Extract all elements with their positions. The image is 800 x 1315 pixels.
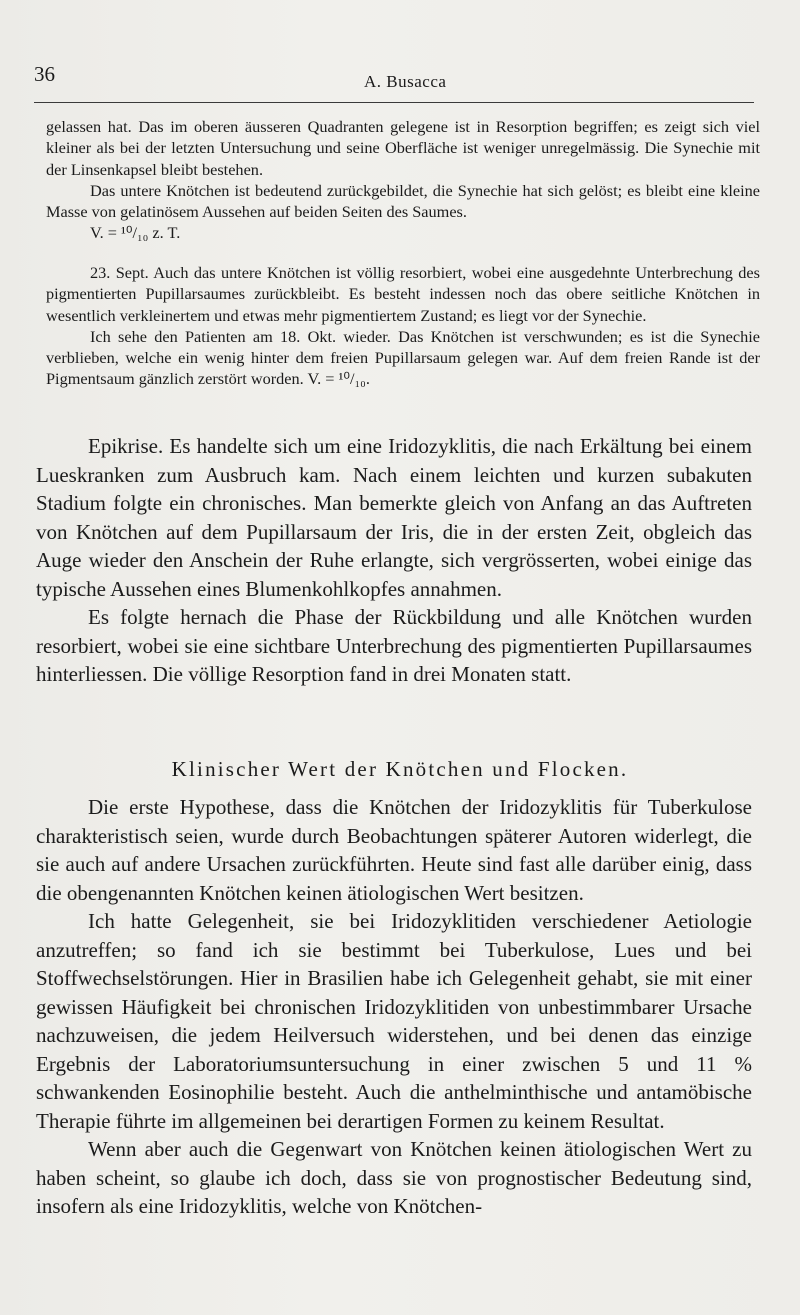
case-notes-block-2 [46, 262, 760, 390]
case-note-paragraph: Ich sehe den Patienten am 18. Okt. wieder. Das Knötchen ist verschwunden; es ist die Synechie verblieben, welche ein wenig hinter dem freien Pupillarsaum gelegen war. Auf dem freien Rande ist der Pigmentsaum gänzlich zerstört worden. V. = ¹⁰/₁₀. [46, 326, 760, 389]
case-notes-block [46, 116, 760, 244]
page-header [34, 62, 754, 103]
section-heading: Klinischer Wert der Knötchen und Flocken. [171, 757, 629, 781]
epikrise-block [36, 432, 752, 689]
running-head: A. Busacca [364, 72, 447, 91]
visus-line: V. = ¹⁰/₁₀ z. T. [90, 223, 181, 243]
case-note-paragraph: 23. Sept. Auch das untere Knötchen ist völlig resorbiert, wobei eine ausgedehnte Unterbrechung des pigmentierten Pupillarsaumes zurückbleibt. Es besteht indessen noch das obere seitliche Knötchen in wesentlich verkleinertem und etwas mehr pigmentiertem Zustand; es liegt vor der Synechie. [46, 263, 760, 325]
epikrise-paragraph: Epikrise. Es handelte sich um eine Iridozyklitis, die nach Erkältung bei einem Lueskranken zum Ausbruch kam. Nach einem leichten und kurzen subakuten Stadium folgte ein chronisches. Man bemerkte gleich von Anfang an das Auftreten von Knötchen auf dem Pupillarsaum der Iris, die in der ersten Zeit, obgleich das Auge wieder den Anschein der Ruhe erlangte, sich vergrösserten, wobei einige das typische Aussehen eines Blumenkohlkopfes annahmen. [36, 434, 752, 601]
case-note-paragraph: Das untere Knötchen ist bedeutend zurückgebildet, die Synechie hat sich gelöst; es bleibt eine kleine Masse von gelatinösem Aussehen auf beiden Seiten des Saumes. [46, 180, 760, 222]
section-body [36, 793, 752, 1221]
page-number: 36 [34, 62, 55, 86]
epikrise-paragraph: Es folgte hernach die Phase der Rückbildung und alle Knötchen wurden resorbiert, wobei sie eine sichtbare Unterbrechung des pigmentierten Pupillarsaumes hinterliessen. Die völlige Resorption fand in drei Monaten statt. [36, 605, 752, 686]
case-note-paragraph: gelassen hat. Das im oberen äusseren Quadranten gelegene ist in Resorption begriffen; es zeigt sich viel kleiner als bei der letzten Untersuchung und seine Oberfläche ist weniger unregelmässig. Die Synechie mit der Linsenkapsel bleibt bestehen. [46, 117, 760, 179]
body-paragraph: Ich hatte Gelegenheit, sie bei Iridozyklitiden verschiedener Aetiologie anzutreffen; so fand ich sie bestimmt bei Tuberkulose, Lues und bei Stoffwechselstörungen. Hier in Brasilien habe ich Gelegenheit gehabt, sie mit einer gewissen Häufigkeit bei chronischen Iridozyklitiden von unbestimmbarer Ursache nachzuweisen, die jedem Heilversuch widerstehen, und bei denen das einzige Ergebnis der Laboratoriumsuntersuchung in einer zwischen 5 und 11 % schwankenden Eosinophilie besteht. Auch die anthelminthische und antamöbische Therapie führte im allgemeinen bei derartigen Formen zu keinem Resultat. [36, 909, 752, 1133]
body-paragraph: Wenn aber auch die Gegenwart von Knötchen keinen ätiologischen Wert zu haben scheint, so glaube ich doch, dass sie von prognostischer Bedeutung sind, insofern als eine Iridozyklitis, welche von Knötchen- [36, 1137, 752, 1218]
body-paragraph: Die erste Hypothese, dass die Knötchen der Iridozyklitis für Tuberkulose charakteristisch seien, wurde durch Beobachtungen späterer Autoren widerlegt, die sie auch auf andere Ursachen zurückführten. Heute sind fast alle darüber einig, dass die obengenannten Knötchen keinen ätiologischen Wert besitzen. [36, 795, 752, 905]
